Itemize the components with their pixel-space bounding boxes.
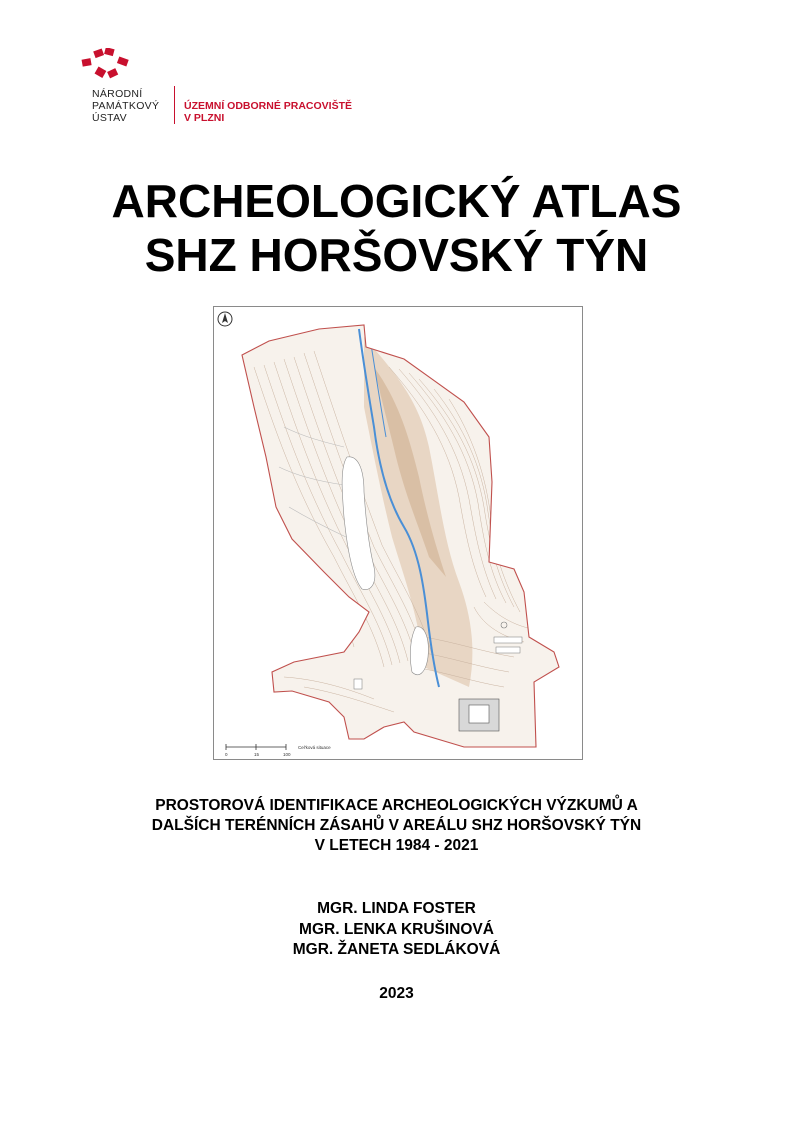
publication-year: 2023 [379,985,414,1002]
logo-divider [174,86,175,124]
site-map-drawing [214,307,582,759]
authors-list [0,899,793,961]
org-name: NÁRODNÍ PAMÁTKOVÝ ÚSTAV [92,88,160,124]
svg-text:Cel'ková situace: Cel'ková situace [298,745,331,750]
document-title [0,174,793,282]
svg-text:100: 100 [283,752,291,757]
svg-text:0: 0 [225,752,228,757]
author: MGR. LENKA KRUŠINOVÁ [299,920,494,938]
author: MGR. LINDA FOSTER [317,900,476,917]
org-unit: ÚZEMNÍ ODBORNÉ PRACOVIŠTĚ V PLZNI [184,100,353,124]
npu-logo [80,48,380,128]
title-line-2: SHZ HORŠOVSKÝ TÝN [144,229,649,281]
site-map [213,306,583,760]
title-line-1: ARCHEOLOGICKÝ ATLAS [111,175,682,227]
author: MGR. ŽANETA SEDLÁKOVÁ [292,941,501,958]
document-subtitle: PROSTOROVÁ IDENTIFIKACE ARCHEOLOGICKÝCH VÝZKUMŮ A DALŠÍCH TERÉNNÍCH ZÁSAHŮ V AREÁLU SHZ HORŠOVSKÝ TÝN V LETECH 1984 - 2021 [151,797,642,854]
north-arrow-icon [218,312,232,326]
contour-lines [214,307,582,759]
scale-bar [225,744,331,757]
npu-logo-mark-icon [80,48,132,82]
svg-text:15: 15 [254,752,260,757]
